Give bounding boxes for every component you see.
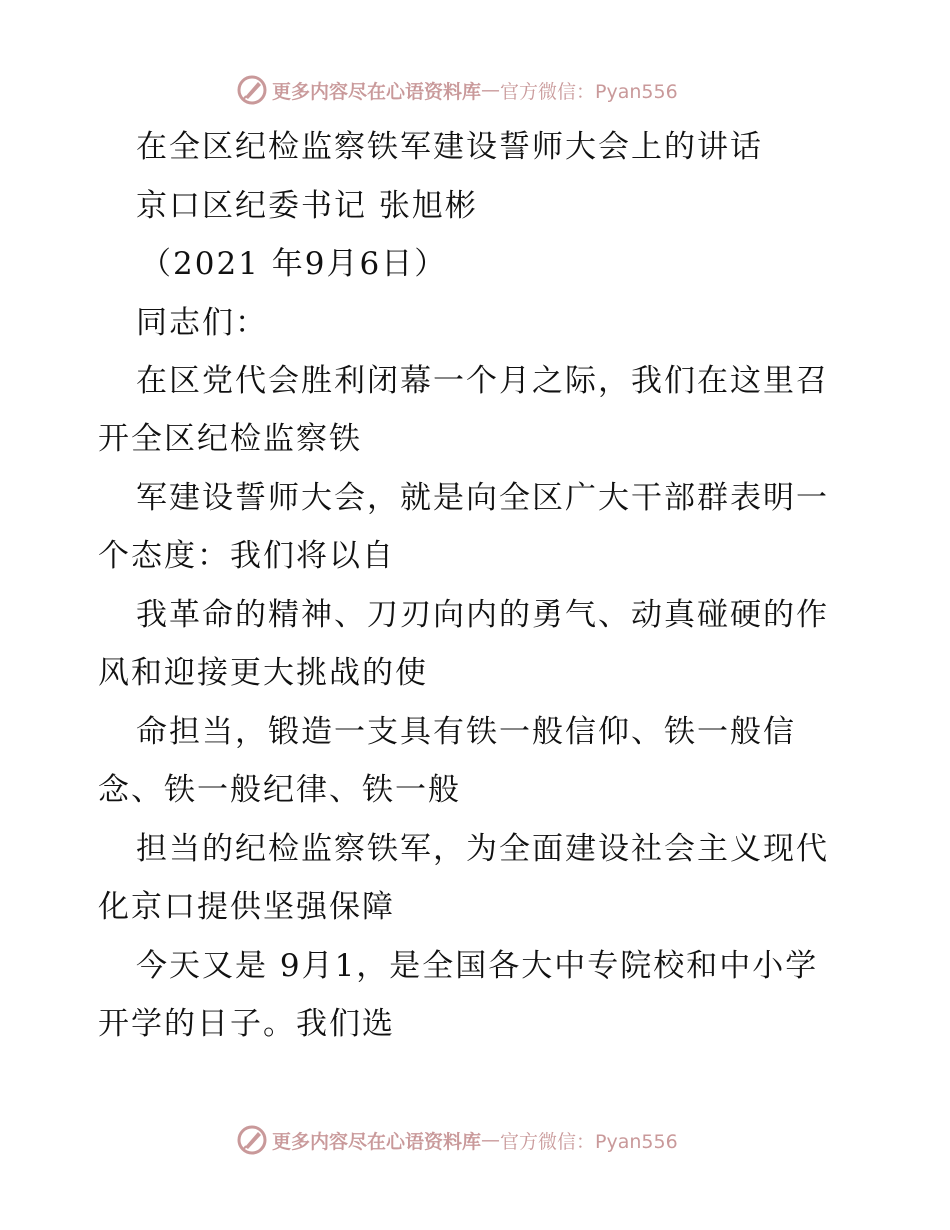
watermark-separator: —: [481, 1129, 501, 1151]
paragraph-line: 化京口提供坚强保障: [98, 889, 395, 925]
document-salutation: 同志们：: [136, 305, 268, 341]
paragraph-line: 念、铁一般纪律、铁一般: [98, 772, 461, 808]
paragraph-line: 军建设誓师大会，就是向全区广大干部群表明一: [136, 480, 829, 516]
paragraph-line: 开全区纪检监察铁: [98, 421, 362, 457]
document-date: （2021 年9月6日）: [140, 246, 448, 282]
document-speaker: 京口区纪委书记 张旭彬: [136, 188, 478, 224]
watermark-contact: 官方微信：Pyan556: [500, 1130, 678, 1153]
paragraph-line: 在区党代会胜利闭幕一个月之际，我们在这里召: [136, 363, 829, 399]
watermark-text: 更多内容尽在心语资料库: [272, 1130, 482, 1153]
paragraph-line: 命担当，锻造一支具有铁一般信仰、铁一般信: [136, 714, 796, 750]
quill-pen-logo-icon: [236, 74, 268, 106]
paragraph-line: 风和迎接更大挑战的使: [98, 655, 428, 691]
paragraph-line: 今天又是 9月1，是全国各大中专院校和中小学: [136, 948, 819, 984]
paragraph-line: 我革命的精神、刀刃向内的勇气、动真碰硬的作: [136, 597, 829, 633]
document-title: 在全区纪检监察铁军建设誓师大会上的讲话: [136, 129, 763, 165]
paragraph-line: 担当的纪检监察铁军，为全面建设社会主义现代: [136, 831, 829, 867]
quill-pen-logo-icon: [236, 1124, 268, 1156]
paragraph-line: 开学的日子。我们选: [98, 1006, 395, 1042]
footer-watermark: [236, 1124, 678, 1156]
watermark-separator: —: [481, 79, 501, 101]
watermark-contact: 官方微信：Pyan556: [500, 80, 678, 103]
paragraph-line: 个态度：我们将以自: [98, 538, 395, 574]
watermark-text: 更多内容尽在心语资料库: [272, 80, 482, 103]
header-watermark: [236, 74, 678, 106]
